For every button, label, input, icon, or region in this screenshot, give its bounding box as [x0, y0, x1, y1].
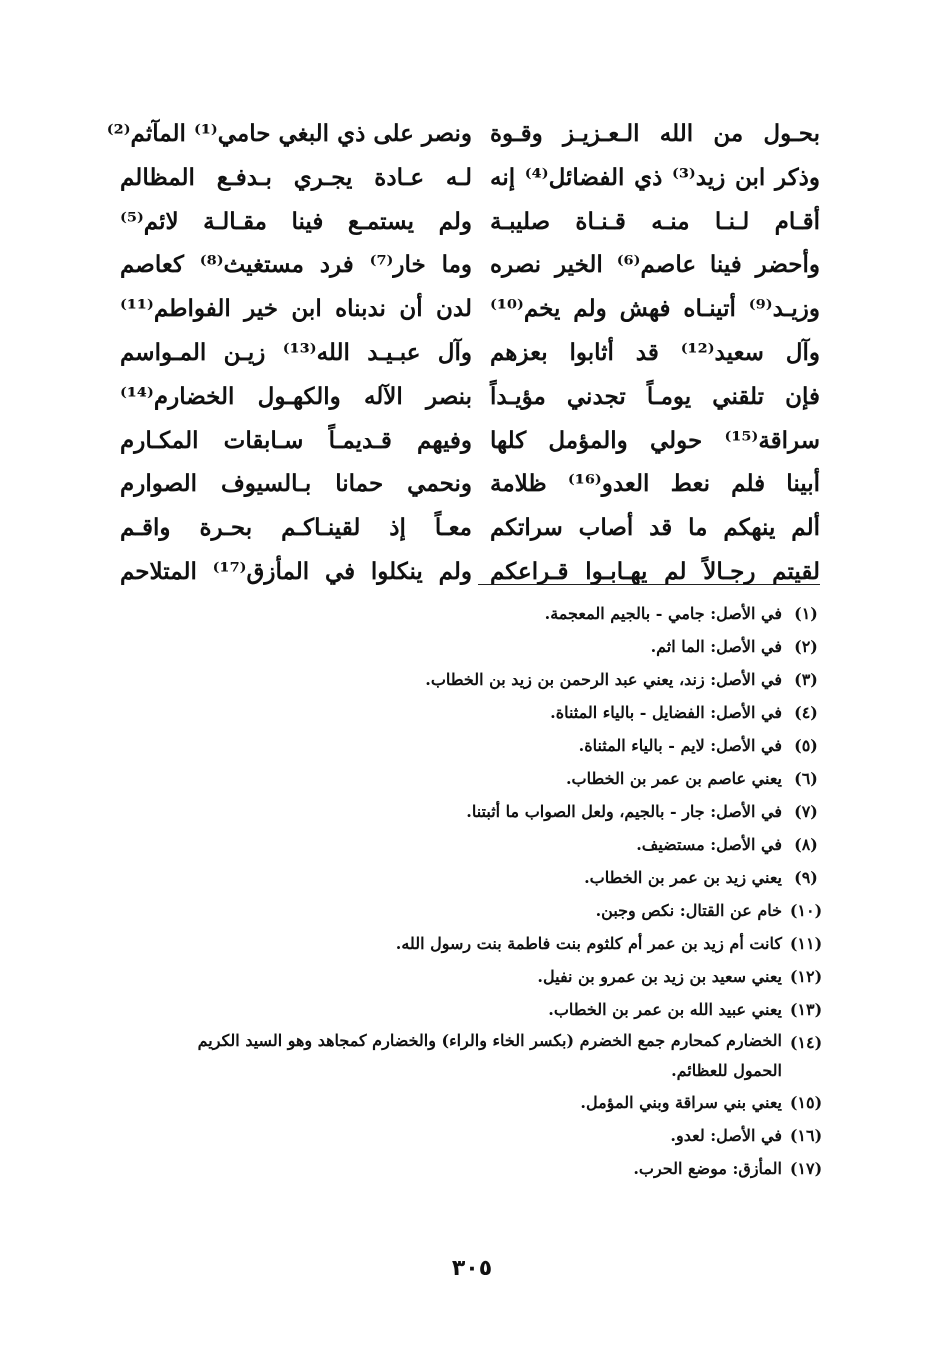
footnote-text — [130, 1026, 782, 1086]
footnote-text: في الأصل: جامي - بالجيم المعجمة. — [544, 604, 782, 623]
verse-hemistich: أبينا فلم نعط العدو⁽¹⁶⁾ ظلامة — [490, 470, 820, 498]
footnote-text: في الأصل: الما اثم. — [650, 637, 782, 656]
verse-hemistich: لدن أن ندبناه ابن خير الفواطم⁽¹¹⁾ — [120, 295, 472, 323]
verse-hemistich: معـاً إذ لقينـاكـم بحـرة واقـم — [120, 514, 472, 542]
poem-left-column — [106, 112, 473, 594]
verse-hemistich: سراقة⁽¹⁵⁾ حولي والمؤمل كلها — [490, 426, 820, 454]
footnote — [130, 960, 830, 993]
footnote-number: (١١) — [789, 934, 823, 953]
footnote-number: (٨) — [794, 835, 818, 854]
verse-hemistich: لقيتم رجـالاً لم يهـابـوا قـراعكم — [490, 557, 820, 585]
footnote-number: (٧) — [794, 802, 818, 821]
footnote-number: (١) — [794, 604, 818, 623]
page-number: ٣٠٥ — [451, 1256, 493, 1281]
verse-hemistich: وزيـد⁽⁹⁾ أتينـاه فهش ولم يخم⁽¹⁰⁾ — [490, 295, 820, 323]
footnote-text: يعني عاصم بن عمر بن الخطاب. — [565, 769, 782, 788]
verse-hemistich: لـه عـادة يجـري بـدفـع المظالم — [120, 163, 472, 191]
footnote-text: في الأصل: لعدو. — [670, 1126, 782, 1145]
footnote-text: خام عن القتال: نكص وجبن. — [595, 901, 782, 920]
poem-right-column — [490, 112, 820, 594]
footnote-number: (١٤) — [789, 1033, 823, 1052]
verse-hemistich: وذكر ابن زيد⁽³⁾ ذي الفضائل⁽⁴⁾ إنه — [490, 163, 820, 191]
footnote — [130, 927, 830, 960]
footnote-text: في الأصل: زند، يعني عبد الرحمن بن زيد بن الخطاب. — [425, 670, 782, 689]
footnote — [130, 597, 830, 630]
verse-hemistich: فإن تلقني يومـاً تجدني مؤيـداً — [490, 382, 820, 410]
footnote — [130, 894, 830, 927]
verse-hemistich: وفيهم قـديمـاً سـابقات المكـارم — [120, 426, 472, 454]
footnote-text: في الأصل: الفضايل - بالياء المثناة. — [550, 703, 782, 722]
footnote-text: في الأصل: جار - بالجيم، ولعل الصواب ما أثبتنا. — [466, 802, 782, 821]
footnote-number: (١٦) — [789, 1126, 823, 1145]
footnote-text: المأزق: موضع الحرب. — [633, 1159, 782, 1178]
footnote-text: يعني سعيد بن زيد بن عمرو بن نفيل. — [537, 967, 782, 986]
footnote-text: في الأصل: مستضيف. — [636, 835, 782, 854]
verse-hemistich: ولم ينكلوا في المأزق⁽¹⁷⁾ المتلاحم — [120, 557, 473, 585]
footnote — [130, 828, 830, 861]
footnote-text: كانت أم زيد بن عمر أم كلثوم بنت فاطمة بنت رسول الله. — [395, 934, 782, 953]
footnote — [130, 861, 830, 894]
verse-hemistich: ولم يستمـع فينا مقـالـة لائم⁽⁵⁾ — [120, 207, 472, 235]
footnote — [130, 993, 830, 1026]
footnote — [130, 762, 830, 795]
footnote-number: (٩) — [794, 868, 818, 887]
footnote — [130, 1026, 830, 1086]
footnote-number: (١٢) — [789, 967, 823, 986]
footnote — [130, 795, 830, 828]
footnote-number: (٦) — [794, 769, 818, 788]
verse-hemistich: ونحمي حمانا بـالسيوف الصوارم — [120, 470, 472, 498]
footnote-text: يعني بني سراقة وبني المؤمل. — [580, 1093, 782, 1112]
footnote-text: يعني زيد بن عمر بن الخطاب. — [584, 868, 782, 887]
footnote-text: في الأصل: لايم - بالياء المثناة. — [578, 736, 782, 755]
footnote — [130, 630, 830, 663]
footnote-text-line: الحمول للعظائم. — [671, 1061, 782, 1080]
footnote-number: (٢) — [794, 637, 818, 656]
footnote-number: (٤) — [794, 703, 818, 722]
footnote — [130, 1152, 830, 1185]
footnote — [130, 696, 830, 729]
verse-hemistich: ألم ينهكم ما قد أصاب سراتكم — [490, 514, 820, 542]
footnote — [130, 1119, 830, 1152]
verse-hemistich: بحـول من الله الـعـزيـز وقـوة — [490, 120, 820, 147]
verse-hemistich: وما خار⁽⁷⁾ فرد مستغيث⁽⁸⁾ كعاصم — [120, 251, 473, 279]
verse-hemistich: وآل سعيد⁽¹²⁾ قد أثابوا بعزهم — [490, 338, 820, 366]
footnotes — [130, 597, 830, 1185]
footnote-number: (٥) — [794, 736, 818, 755]
footnote — [130, 663, 830, 696]
verse-hemistich: ونصر على ذي البغي حامي⁽¹⁾ المآثم⁽²⁾ — [106, 120, 472, 147]
footnote-text: يعني عبيد الله بن عمر بن الخطاب. — [548, 1000, 782, 1019]
verse-hemistich: أقـام لـنـا منـه قـنـاة صليبـة — [490, 207, 820, 235]
footnote-number: (١٠) — [789, 901, 823, 920]
verse-hemistich: بنصر الآله والكهـول الخضارم⁽¹⁴⁾ — [120, 382, 472, 410]
footnote-separator — [478, 584, 820, 585]
verse-hemistich: وآل عبـيـد الله⁽¹³⁾ زيـن المـواسم — [120, 338, 472, 366]
footnote-number: (٣) — [794, 670, 818, 689]
footnote-number: (١٧) — [789, 1159, 823, 1178]
footnote — [130, 1086, 830, 1119]
footnote-number: (١٣) — [789, 1000, 823, 1019]
footnote-number: (١٥) — [789, 1093, 823, 1112]
verse-hemistich: وأحضر فينا عاصم⁽⁶⁾ الخير نصره — [490, 251, 821, 279]
footnote — [130, 729, 830, 762]
footnote-text-line: الخضارم كمحارم جمع الخضرم (بكسر الخاء والراء) والخضارم كمجاهد وهو السيد الكريم — [197, 1031, 782, 1050]
